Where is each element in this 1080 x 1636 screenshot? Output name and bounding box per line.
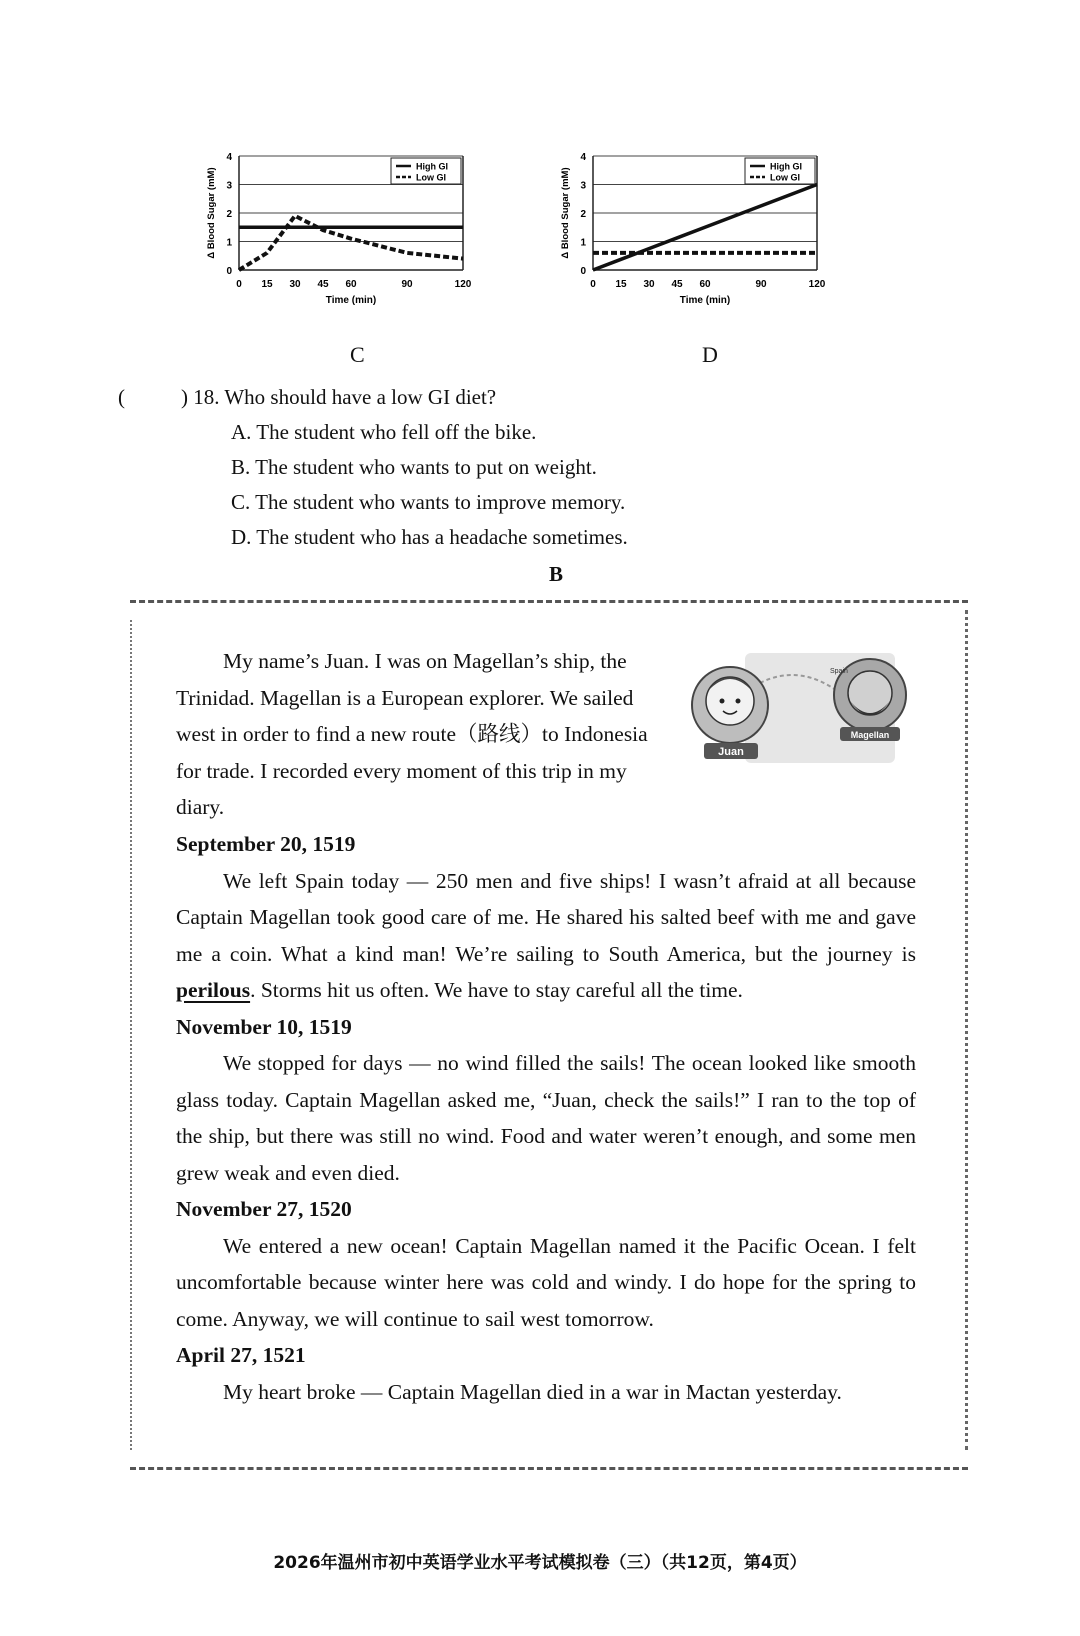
x-axis-label: Time (min) — [679, 295, 731, 306]
illustration-label-juan: Juan — [718, 746, 744, 758]
option-d: D. The student who has a headache sometimes. — [231, 525, 628, 549]
diary-date: November 27, 1520 — [176, 1197, 352, 1221]
y-tick-label: 3 — [226, 180, 232, 192]
frame-right-border — [965, 610, 968, 1450]
diary-date: November 10, 1519 — [176, 1014, 352, 1039]
illustration-label-magellan: Magellan — [850, 730, 890, 740]
legend-label: Low GI — [416, 172, 446, 183]
x-axis-label: Time (min) — [325, 295, 377, 306]
diary-text — [176, 863, 916, 1009]
y-tick-label: 0 — [580, 266, 586, 277]
frame-top-border — [130, 600, 968, 613]
intro-paragraph: My name’s Juan. I was on Magellan’s ship, the Trinidad. Magellan is a European explorer. We sailed west in order to find a new route（路线）to Indonesia for trade. I recorded every moment of this trip in my diary. — [176, 649, 648, 819]
y-tick-label: 1 — [226, 237, 232, 249]
y-axis-label: Δ Blood Sugar (mM) — [206, 167, 217, 259]
chart-c-svg — [202, 150, 502, 325]
legend-label: High GI — [770, 161, 802, 172]
y-axis-label: Δ Blood Sugar (mM) — [560, 167, 571, 259]
chart-d — [556, 150, 856, 325]
y-tick-label: 3 — [580, 180, 586, 192]
chart-d-svg — [556, 150, 856, 325]
x-tick-label: 0 — [590, 279, 596, 290]
question-stem: ) 18. Who should have a low GI diet? — [181, 385, 497, 409]
x-tick-label: 30 — [289, 279, 301, 290]
y-tick-label: 0 — [226, 266, 232, 277]
diary-text: We stopped for days — no wind filled the sails! The ocean looked like smooth glass today. Captain Magellan asked me, “Juan, check the sails!” I ran to the top of the ship, but there was still no wind. Food and water weren’t enough, and some men grew weak and even died. — [176, 1051, 916, 1185]
frame-left-border — [130, 620, 132, 1450]
passage-intro — [176, 643, 656, 826]
x-tick-label: 120 — [454, 279, 472, 290]
diary-text-part: . Storms hit us often. We have to stay careful all the time. — [250, 978, 743, 1002]
option-b: B. The student who wants to put on weight. — [231, 455, 597, 479]
x-tick-label: 90 — [755, 279, 767, 290]
answer-bracket: ( — [118, 385, 125, 409]
page-footer: 2026年温州市初中英语学业水平考试模拟卷（三）（共12页，第4页） — [273, 1553, 807, 1573]
series-line — [239, 216, 463, 270]
y-tick-label: 2 — [226, 209, 232, 220]
chart-c — [202, 150, 502, 325]
y-tick-label: 4 — [580, 152, 586, 163]
legend-label: Low GI — [770, 172, 800, 183]
juan-magellan-illustration — [690, 643, 918, 783]
x-tick-label: 60 — [699, 279, 711, 290]
y-tick-label: 2 — [580, 209, 586, 220]
illustration-label-spain: Spain — [830, 668, 848, 675]
chart-d-caption: D — [702, 342, 718, 367]
x-tick-label: 15 — [261, 279, 273, 290]
diary-date: September 20, 1519 — [176, 832, 356, 856]
x-tick-label: 60 — [345, 279, 357, 290]
illustration-svg — [690, 643, 918, 783]
x-tick-label: 15 — [615, 279, 627, 290]
diary-text-part: We left Spain today — 250 men and five ships! I wasn’t afraid at all because Captain Magellan took good care of me. He shared his salted beef with me and gave me a coin. What a kind man! We’re sailing to South America, but the journey is — [176, 868, 916, 966]
x-tick-label: 120 — [808, 279, 826, 290]
diary-text: We entered a new ocean! Captain Magellan named it the Pacific Ocean. I felt uncomfortable because winter here was cold and windy. I do hope for the spring to come. Anyway, we will continue to sail west tomorrow. — [176, 1233, 916, 1331]
y-tick-label: 1 — [580, 237, 586, 249]
legend-label: High GI — [416, 161, 448, 172]
option-c: C. The student who wants to improve memory. — [231, 490, 626, 514]
x-tick-label: 30 — [643, 279, 655, 290]
x-tick-label: 90 — [401, 279, 413, 290]
x-tick-label: 0 — [236, 279, 242, 290]
x-tick-label: 45 — [317, 279, 329, 290]
option-a: A. The student who fell off the bike. — [231, 420, 537, 444]
highlighted-word: perilous — [176, 978, 251, 1002]
chart-c-caption: C — [350, 342, 365, 367]
x-tick-label: 45 — [671, 279, 683, 290]
diary-date: April 27, 1521 — [176, 1343, 306, 1367]
series-line — [593, 185, 817, 271]
diary-text: My heart broke — Captain Magellan died in a war in Mactan yesterday. — [223, 1379, 842, 1404]
section-label: B — [549, 562, 564, 586]
diary-entries — [176, 826, 916, 1410]
y-tick-label: 4 — [226, 152, 232, 163]
frame-bottom-border — [130, 1459, 968, 1470]
